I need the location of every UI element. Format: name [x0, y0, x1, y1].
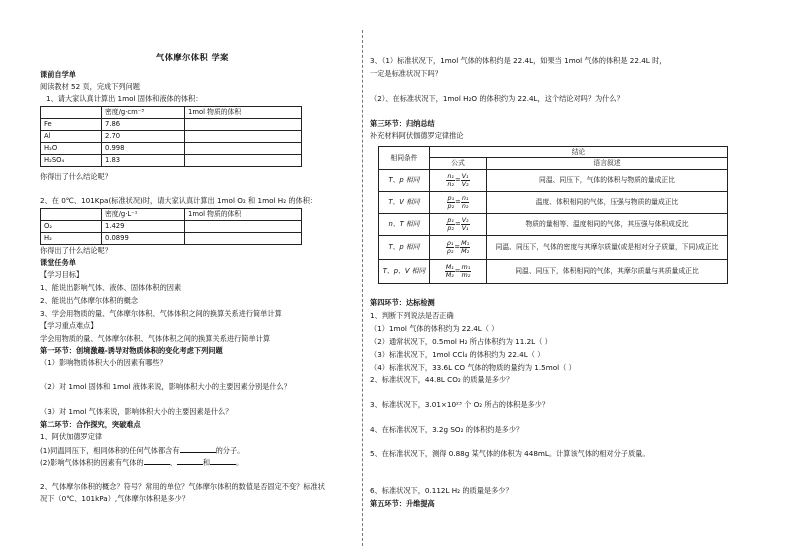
exercise-4: 4、在标准状况下，3.2g SO₂ 的体积约是多少？	[370, 425, 524, 434]
question-1: 1、请大家认真计算出 1mol 固体和液体的体积：	[46, 94, 203, 103]
formula-denominator: p₂	[447, 223, 454, 232]
question-gas-molar-volume-line2: 况下（0℃、101kPa）,气体摩尔体积是多少？	[40, 494, 190, 503]
table1-cell-name: H₂SO₄	[41, 155, 102, 167]
section-3-heading: 第三环节：归纳总结	[370, 119, 435, 128]
description-cell: 物质的量相等、温度相同的气体，其压强与体积成反比	[487, 213, 728, 235]
condition-cell: T、p、V 相同	[379, 259, 430, 283]
fill-blank-2-text: (2)影响气体体积的因素有气体的	[40, 458, 144, 467]
section-5-heading: 第五环节：升维提高	[370, 499, 435, 508]
column-divider	[362, 30, 363, 546]
page-title: 气体摩尔体积 学案	[156, 52, 229, 62]
formula-cell: $\frac{\text{ρ₁}}{\text{ρ₂}}$ = $\frac{\text{M₁}}{\text{M₂}}$	[430, 235, 487, 259]
formula-cell: $\frac{\text{p₁}}{\text{p₂}}$ = $\frac{\text{V₂}}{\text{V₁}}$	[430, 213, 487, 235]
condition-cell: T、p 相同	[379, 169, 430, 191]
table-row	[41, 119, 302, 131]
heading-key-points: 【学习重点难点】	[40, 321, 98, 330]
table2-cell-value: 1.429	[102, 221, 185, 233]
table1-cell-name: H₂O	[41, 143, 102, 155]
judge-heading: 1、判断下列说法是否正确	[370, 311, 454, 320]
fill-blank-2-sep: 、	[169, 458, 177, 467]
formula-denominator: M₂	[445, 270, 454, 279]
fill-blank-1-text: (1)同温同压下，相同体积的任何气体都含有	[40, 446, 180, 455]
avogadro-inference-table	[378, 146, 728, 284]
condition-cell: n、T 相同	[379, 213, 430, 235]
table2-cell-value: 0.0899	[102, 233, 185, 245]
formula-numerator: V₁	[461, 172, 469, 181]
blank-line[interactable]	[210, 457, 236, 465]
formula-denominator: V₁	[461, 223, 469, 232]
table2-cell-answer[interactable]	[185, 233, 302, 245]
section-4-heading: 第四环节：达标检测	[370, 298, 435, 307]
table1-cell-name: Al	[41, 131, 102, 143]
header-formula: 公式	[430, 158, 487, 169]
exercise-3: 3、标准状况下，3.01×10²³ 个 O₂ 所占的体积是多少？	[370, 400, 550, 409]
blank-line[interactable]	[180, 445, 216, 453]
formula-denominator: p₂	[447, 201, 455, 210]
fill-blank-2-and: 和	[202, 458, 211, 467]
table1-header-density: 密度/g·cm⁻³	[102, 107, 185, 119]
table-row	[379, 191, 728, 213]
table-row	[41, 155, 302, 167]
table-row	[41, 233, 302, 245]
judge-item-3: （3）标准状况下，1mol CCl₄ 的体积约为 22.4L（ ）	[370, 350, 545, 359]
formula-denominator: m₂	[461, 270, 471, 279]
formula-numerator: m₁	[461, 263, 471, 272]
formula-denominator: n₂	[447, 179, 454, 188]
table-row	[379, 235, 728, 259]
exercise-6: 6、标准状况下，0.112L H₂ 的质量是多少？	[370, 486, 513, 495]
avogadro-law-heading: 1、阿伏加德罗定律	[40, 432, 103, 441]
formula-numerator: p₁	[447, 216, 454, 225]
judge-item-2: （2）通常状况下，0.5mol H₂ 所占体积约为 11.2L（ ）	[370, 337, 552, 346]
formula-denominator: ρ₂	[446, 246, 454, 255]
conclusion-prompt-2: 你得出了什么结论呢？	[40, 246, 112, 255]
table2-header-volume: 1mol 物质的体积	[185, 209, 302, 221]
section-pre-class: 课前自学单	[40, 70, 76, 79]
prompt-1: （1）影响物质体积大小的因素有哪些？	[40, 358, 167, 367]
table-row	[41, 221, 302, 233]
header-description: 语言叙述	[487, 158, 728, 169]
table1-cell-answer[interactable]	[185, 143, 302, 155]
heading-goals: 【学习目标】	[40, 270, 84, 279]
table-row	[41, 143, 302, 155]
formula-denominator: n₂	[461, 201, 469, 210]
exercise-5: 5、在标准状况下，测得 0.88g 某气体的体积为 448mL。计算该气体的相对分子质量。	[370, 449, 650, 458]
formula-denominator: M₂	[461, 246, 470, 255]
blank-line[interactable]	[177, 457, 203, 465]
formula-numerator: M₁	[461, 239, 470, 248]
table-row	[379, 213, 728, 235]
table1-cell-value: 2.70	[102, 131, 185, 143]
table1-cell-answer[interactable]	[185, 119, 302, 131]
question-3-line2: 一定是标准状况下吗？	[370, 69, 442, 78]
table1-cell-value: 0.998	[102, 143, 185, 155]
goal-2: 2、能说出气体摩尔体积的概念	[40, 296, 139, 305]
section-3-subheading: 补充材料阿伏伽德罗定律推论	[370, 131, 464, 140]
formula-cell: $\frac{\text{n₁}}{\text{n₂}}$ = $\frac{\text{V₁}}{\text{V₂}}$	[430, 169, 487, 191]
table1-cell-answer[interactable]	[185, 155, 302, 167]
exercise-2: 2、标准状况下，44.8L CO₂ 的质量是多少？	[370, 375, 514, 384]
formula-numerator: p₁	[447, 194, 455, 203]
formula-numerator: V₂	[461, 216, 469, 225]
blank-line[interactable]	[144, 457, 170, 465]
solid-liquid-table	[40, 106, 302, 167]
key-point-1: 学会用物质的量、气体摩尔体积、气体体积之间的换算关系进行简单计算	[40, 334, 271, 343]
table2-cell-answer[interactable]	[185, 221, 302, 233]
question-3-part2: （2）、在标准状况下，1mol H₂O 的体积约为 22.4L，这个结论对吗？为什么？	[370, 94, 624, 103]
question-2: 2、在 0℃、101Kpa(标准状况)时，请大家认真计算出 1mol O₂ 和 1mol H₂ 的体积：	[40, 196, 318, 205]
table1-cell-value: 1.83	[102, 155, 185, 167]
judge-item-4: （4）标准状况下，33.6L CO 气体的物质的量约为 1.5mol（ ）	[370, 363, 576, 372]
table1-cell-value: 7.86	[102, 119, 185, 131]
table-row	[379, 169, 728, 191]
table1-cell-name: Fe	[41, 119, 102, 131]
description-cell: 温度、体积相同的气体，压强与物质的量成正比	[487, 191, 728, 213]
formula-numerator: n₁	[447, 172, 454, 181]
condition-cell: T、p 相同	[379, 235, 430, 259]
judge-item-1: （1）1mol 气体的体积约为 22.4L（ ）	[370, 324, 499, 333]
condition-cell: T、V 相同	[379, 191, 430, 213]
prompt-2: （2）对 1mol 固体和 1mol 液体来说，影响体积大小的主要因素分别是什么？	[40, 382, 291, 391]
fill-blank-1-tail: 的分子。	[215, 446, 245, 455]
section-2-heading: 第二环节：合作探究，突破难点	[40, 420, 141, 429]
description-cell: 同温、同压下，气体的密度与其摩尔质量(或是相对分子质量，下同)成正比	[487, 235, 728, 259]
section-task: 课堂任务单	[40, 258, 76, 267]
formula-numerator: ρ₁	[446, 239, 454, 248]
description-cell: 同温、同压下，气体的体积与物质的量成正比	[487, 169, 728, 191]
table2-header-density: 密度/g·L⁻¹	[102, 209, 185, 221]
formula-denominator: V₂	[461, 179, 469, 188]
goal-1: 1、能说出影响气体、液体、固体体积的因素	[40, 283, 182, 292]
formula-numerator: n₁	[461, 194, 469, 203]
formula-cell: $\frac{\text{p₁}}{\text{p₂}}$ = $\frac{\text{n₁}}{\text{n₂}}$	[430, 191, 487, 213]
gas-table	[40, 208, 302, 245]
table-row	[379, 259, 728, 283]
formula-numerator: M₁	[445, 263, 454, 272]
table-row	[41, 131, 302, 143]
question-gas-molar-volume-line1: 2、气体摩尔体积的概念？符号？常用的单位？气体摩尔体积的数值是否固定不变？标准状	[40, 482, 325, 491]
header-conclusion: 结论	[430, 147, 728, 158]
header-condition: 相同条件	[379, 147, 430, 170]
table1-header-volume: 1mol 物质的体积	[185, 107, 302, 119]
fill-blank-2	[40, 457, 243, 467]
prompt-3: （3）对 1mol 气体来说，影响体积大小的主要因素是什么？	[40, 407, 233, 416]
fill-blank-2-end: 。	[236, 458, 244, 467]
goal-3: 3、学会用物质的量、气体摩尔体积、气体体积之间的换算关系进行简单计算	[40, 309, 282, 318]
fill-blank-1	[40, 445, 244, 455]
reading-instruction: 阅读教材 52 页，完成下列问题	[40, 82, 140, 91]
table2-cell-name: O₂	[41, 221, 102, 233]
question-3-line1: 3、（1）标准状况下，1mol 气体的体积约是 22.4L，如果当 1mol 气体的体积是 22.4L 时，	[370, 56, 667, 65]
formula-cell: $\frac{\text{M₁}}{\text{M₂}}$ = $\frac{\text{m₁}}{\text{m₂}}$	[430, 259, 487, 283]
table2-cell-name: H₂	[41, 233, 102, 245]
section-1-heading: 第一环节：创境激趣-诱导对物质体积的变化考虑下列问题	[40, 346, 223, 355]
table1-cell-answer[interactable]	[185, 131, 302, 143]
description-cell: 同温、同压下，体积相同的气体，其摩尔质量与其质量成正比	[487, 259, 728, 283]
conclusion-prompt-1: 你得出了什么结论呢？	[40, 172, 112, 181]
